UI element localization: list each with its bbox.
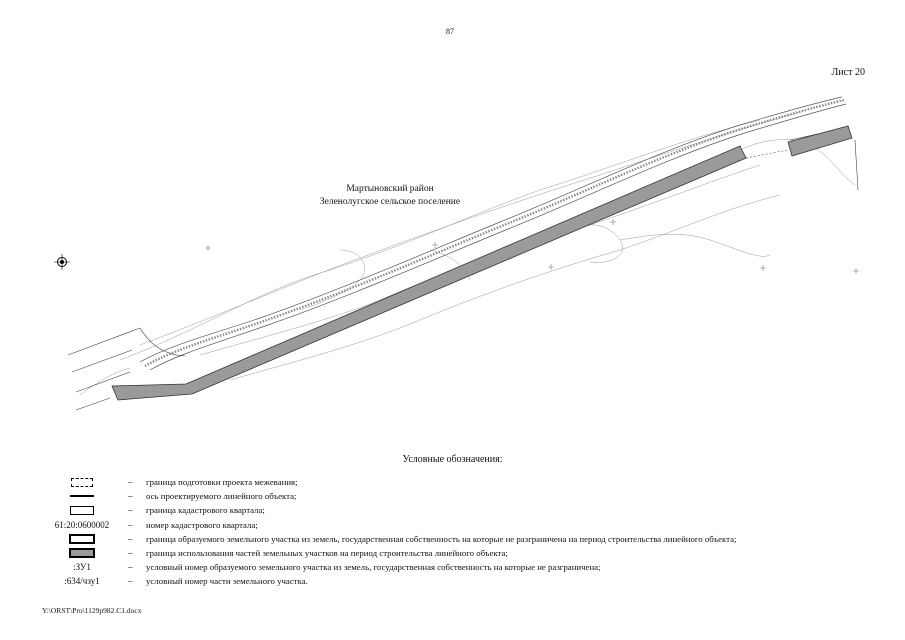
file-path: Y:\ORST\Pro\1129р982.С1.docx bbox=[42, 606, 142, 615]
page-number: 87 bbox=[446, 27, 454, 36]
gray-box-symbol bbox=[69, 548, 95, 558]
plot-part-code: :634/чзу1 bbox=[64, 576, 100, 587]
district-name: Мартыновский район bbox=[346, 184, 434, 194]
dashed-boundary-symbol bbox=[71, 478, 93, 487]
legend-title: Условные обозначения: bbox=[402, 454, 503, 465]
thin-box-symbol bbox=[70, 506, 94, 515]
thick-box-symbol bbox=[69, 534, 95, 544]
plot-code: :ЗУ1 bbox=[73, 562, 91, 573]
compass-icon bbox=[54, 254, 70, 270]
sheet-label: Лист 20 bbox=[831, 67, 865, 78]
cadastral-code: 61:20:0600002 bbox=[54, 519, 110, 530]
map-label bbox=[300, 183, 480, 209]
construction-strip bbox=[112, 126, 852, 400]
settlement-name: Зеленолугское сельское поселение bbox=[319, 197, 461, 207]
existing-road bbox=[140, 97, 846, 370]
axis-line-symbol bbox=[70, 495, 94, 497]
